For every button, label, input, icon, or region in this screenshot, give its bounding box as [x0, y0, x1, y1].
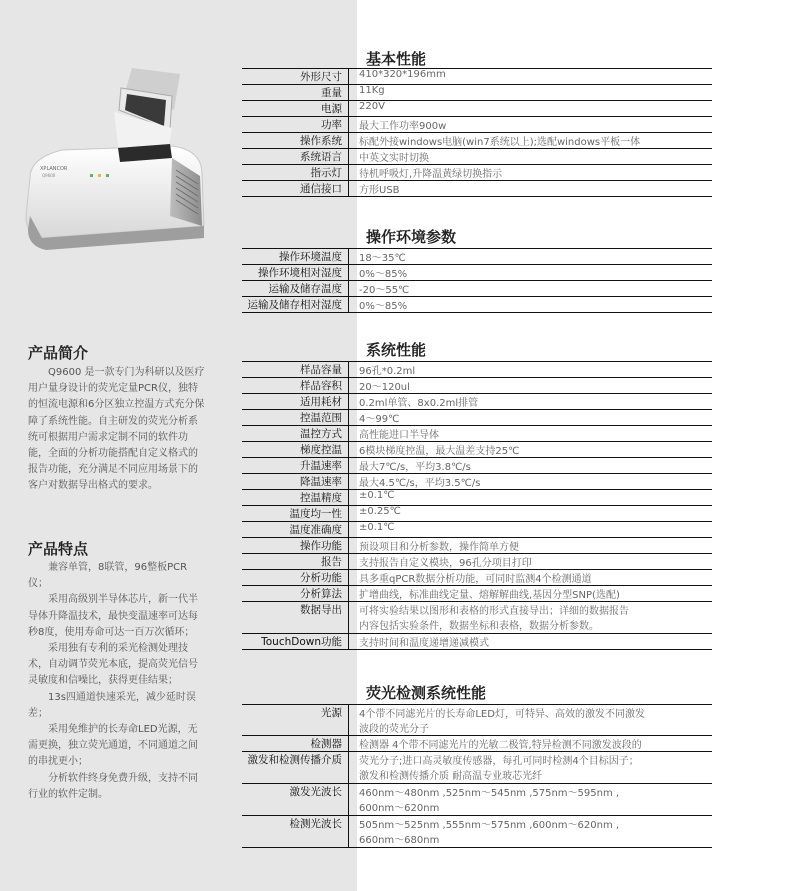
spec-value: 支持报告自定义模块，96孔分项目打印 — [359, 558, 532, 569]
spec-key: 升温速率 — [242, 458, 349, 473]
spec-row — [242, 281, 712, 297]
spec-row — [242, 378, 712, 394]
spec-key: 检测器 — [242, 736, 349, 751]
spec-value-line: 460nm～480nm ,525nm～545nm ,575nm～595nm , — [359, 788, 620, 799]
spec-value — [349, 602, 712, 633]
feature-item: 采用独有专利的采光检测处理技术，自动调节荧光本底，提高荧光信号灵敏度和信噪比，获得更佳结果； — [28, 643, 198, 687]
spec-key: 光源 — [242, 705, 349, 735]
spec-value: 扩增曲线，标准曲线定量、熔解解曲线,基因分型SNP(选配) — [359, 590, 620, 601]
spec-value-line: 内容包括实验条件，数据坐标和表格，数据分析参数。 — [359, 621, 599, 632]
spec-row — [242, 602, 712, 634]
spec-key: 激发光波长 — [242, 784, 349, 815]
spec-key: 控温范围 — [242, 410, 349, 425]
spec-key: 功率 — [242, 117, 349, 132]
spec-value: 11Kg — [359, 85, 385, 96]
spec-row — [242, 265, 712, 281]
spec-value-line: 可将实验结果以图形和表格的形式直接导出；详细的数据报告 — [359, 606, 629, 617]
spec-key: 适用耗材 — [242, 394, 349, 409]
spec-row — [242, 165, 712, 181]
section-title-system: 系统性能 — [366, 341, 427, 359]
spec-key: 降温速率 — [242, 474, 349, 489]
spec-row — [242, 248, 712, 265]
spec-value — [349, 784, 712, 815]
spec-key: 重量 — [242, 85, 349, 100]
spec-value-line: 荧光分子;进口高灵敏度传感器，每孔可同时检测4个目标因子； — [359, 756, 639, 767]
spec-row — [242, 442, 712, 458]
spec-key: 样品容量 — [242, 362, 349, 377]
spec-value-line: 4个带不同滤光片的长寿命LED灯，可特异、高效的激发不同激发 — [359, 709, 645, 720]
spec-value-line: 505nm～525nm ,555nm～575nm ,600nm～620nm , — [359, 820, 620, 831]
spec-row — [242, 297, 712, 313]
spec-key: 检测光波长 — [242, 816, 349, 847]
spec-value: 方形USB — [359, 185, 400, 196]
spec-value: 中英文实时切换 — [359, 153, 429, 164]
spec-key: 电源 — [242, 101, 349, 116]
spec-value: 标配外接windows电脑(win7系统以上);选配windows平板一体 — [359, 137, 641, 148]
spec-value: ±0.25℃ — [359, 506, 401, 517]
spec-key: 温度准确度 — [242, 522, 349, 537]
spec-row — [242, 752, 712, 784]
spec-table-system — [242, 361, 712, 650]
spec-row — [242, 736, 712, 752]
spec-key: 操作环境相对湿度 — [242, 265, 349, 280]
spec-row — [242, 410, 712, 426]
spec-key: 操作环境温度 — [242, 249, 349, 264]
spec-table-environment — [242, 248, 712, 313]
feature-item: 13s四通道快速采光，减少延时误差； — [28, 691, 196, 719]
spec-value: 最大工作功率900w — [359, 121, 447, 132]
feature-item: 采用高级别半导体芯片，新一代半导体升降温技术，最快变温速率可达每秒8度，使用寿命可达一百万次循环； — [28, 594, 198, 638]
spec-row — [242, 816, 712, 848]
spec-value: 96孔*0.2ml — [359, 366, 416, 377]
spec-value: 高性能进口半导体 — [359, 430, 439, 441]
spec-value: ±0.1℃ — [359, 490, 395, 501]
spec-value: 20～120ul — [359, 382, 410, 393]
model-label: Q9600 — [42, 173, 56, 178]
spec-key: 操作系统 — [242, 133, 349, 148]
spec-row — [242, 85, 712, 101]
spec-row — [242, 101, 712, 117]
spec-value — [349, 752, 712, 783]
spec-row — [242, 361, 712, 378]
spec-value: 18～35℃ — [359, 253, 406, 264]
intro-paragraph: Q9600 是一款专门为科研以及医疗用户量身设计的荧光定量PCR仪，独特的恒流电源和6分区独立控温方式充分保障了系统性能。自主研发的荧光分析系统可根据用户需求定制不同的软件功能，全面的分析功能搭配自定义格式的报告功能，充分满足不同应用场景下的客户对数据导出格式的要求。 — [28, 367, 205, 492]
spec-value: 支持时间和温度递增递减模式 — [359, 638, 489, 649]
features-list — [28, 560, 206, 803]
spec-value: 220V — [359, 101, 385, 112]
feature-item: 兼容单管，8联管，96整板PCR仪； — [28, 562, 188, 590]
spec-value — [349, 705, 712, 735]
spec-key: 系统语言 — [242, 149, 349, 164]
spec-key: 报告 — [242, 554, 349, 569]
spec-value: 0%～85% — [359, 269, 408, 280]
spec-value: 4～99℃ — [359, 414, 400, 425]
intro-text — [28, 365, 206, 495]
section-title-environment: 操作环境参数 — [366, 228, 457, 246]
spec-table-basic — [242, 68, 712, 197]
spec-value: 预设项目和分析参数，操作简单方便 — [359, 542, 519, 553]
spec-value: ±0.1℃ — [359, 522, 395, 533]
spec-value: 最大7℃/s，平均3.8℃/s — [359, 462, 471, 473]
spec-value: 410*320*196mm — [359, 69, 446, 80]
spec-key: 控温精度 — [242, 490, 349, 505]
spec-row — [242, 586, 712, 602]
spec-value: 6模块梯度控温，最大温差支持25℃ — [359, 446, 520, 457]
spec-key: 样品容积 — [242, 378, 349, 393]
spec-key: 外形尺寸 — [242, 69, 349, 84]
spec-key: 分析功能 — [242, 570, 349, 585]
spec-row — [242, 522, 712, 538]
spec-key: 梯度控温 — [242, 442, 349, 457]
spec-key: 温控方式 — [242, 426, 349, 441]
spec-row — [242, 458, 712, 474]
spec-row — [242, 538, 712, 554]
spec-key: 数据导出 — [242, 602, 349, 633]
spec-row — [242, 490, 712, 506]
spec-value-line: 660nm～680nm — [359, 835, 440, 846]
spec-key: 运输及储存相对湿度 — [242, 297, 349, 312]
spec-value-line: 波段的荧光分子 — [359, 724, 429, 735]
spec-value — [349, 816, 712, 847]
spec-row — [242, 704, 712, 736]
feature-item: 采用免维护的长寿命LED光源，无需更换，独立荧光通道，不同通道之间的串扰更小； — [28, 724, 198, 768]
spec-key: 运输及储存温度 — [242, 281, 349, 296]
feature-item: 分析软件终身免费升级，支持不同行业的软件定制。 — [28, 772, 198, 800]
section-title-basic: 基本性能 — [366, 50, 427, 68]
features-title: 产品特点 — [28, 540, 89, 558]
spec-value: 最大4.5℃/s，平均3.5℃/s — [359, 478, 481, 489]
device-image — [22, 66, 218, 258]
spec-row — [242, 554, 712, 570]
spec-key: 指示灯 — [242, 165, 349, 180]
spec-value: -20～55℃ — [359, 285, 410, 296]
spec-value-line: 600nm～620nm — [359, 803, 440, 814]
spec-table-fluorescence — [242, 704, 712, 848]
spec-value: 检测器 4个带不同滤光片的光敏二极管,特异检测不同激发波段的 — [359, 740, 642, 751]
spec-key: TouchDown功能 — [242, 634, 349, 649]
spec-row — [242, 634, 712, 650]
spec-row — [242, 394, 712, 410]
section-title-fluorescence: 荧光检测系统性能 — [366, 684, 487, 702]
spec-key: 温度均一性 — [242, 506, 349, 521]
spec-row — [242, 506, 712, 522]
spec-row — [242, 133, 712, 149]
brand-label: XPLANCOR — [40, 166, 68, 172]
spec-key: 通信接口 — [242, 181, 349, 196]
spec-row — [242, 570, 712, 586]
spec-value: 待机呼吸灯,升降温黄绿切换指示 — [359, 169, 503, 180]
spec-row — [242, 68, 712, 85]
spec-row — [242, 426, 712, 442]
spec-value: 0.2ml单管、8x0.2ml排管 — [359, 398, 479, 409]
spec-value: 0%～85% — [359, 301, 408, 312]
spec-value: 具多重qPCR数据分析功能，可同时监测4个检测通道 — [359, 574, 592, 585]
spec-row — [242, 474, 712, 490]
intro-title: 产品简介 — [28, 344, 89, 362]
spec-key: 分析算法 — [242, 586, 349, 601]
spec-value-line: 激发和检测传播介质 耐高温专业玻芯光纤 — [359, 771, 543, 782]
spec-row — [242, 117, 712, 133]
spec-row — [242, 181, 712, 197]
spec-row — [242, 784, 712, 816]
spec-row — [242, 149, 712, 165]
spec-key: 操作功能 — [242, 538, 349, 553]
spec-key: 激发和检测传播介质 — [242, 752, 349, 783]
